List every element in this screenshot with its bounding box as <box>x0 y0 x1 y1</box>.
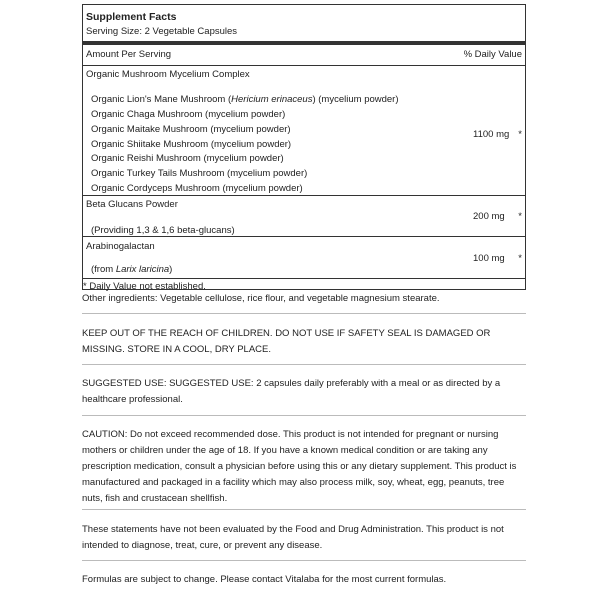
arabino-note-latin: Larix laricina <box>115 264 170 275</box>
serving-size: Serving Size: 2 Vegetable Capsules <box>86 26 238 37</box>
suggested-use: SUGGESTED USE: SUGGESTED USE: 2 capsules daily preferably with a meal or as directed by a healthcare professional. <box>82 378 501 405</box>
beta-glucans-note: (Providing 1,3 & 1,6 beta-glucans) <box>91 225 235 236</box>
fda-disclaimer: These statements have not been evaluated by the Food and Drug Administration. This product is not intended to diagnose, treat, cure, or prevent any disease. <box>82 524 504 551</box>
facts-title: Supplement Facts <box>86 11 177 23</box>
ingredient-cordyceps: Organic Cordyceps Mushroom (mycelium powder) <box>91 183 303 194</box>
beta-glucans-dv: * <box>518 211 522 222</box>
ingredient-maitake: Organic Maitake Mushroom (mycelium powder) <box>91 124 291 135</box>
arabino-note-prefix: (from <box>91 264 116 275</box>
separator <box>82 415 526 416</box>
complex-dv: * <box>518 129 522 140</box>
complex-amount: 1100 mg <box>473 129 510 140</box>
beta-glucans-amount: 200 mg <box>473 211 505 222</box>
separator <box>82 509 526 510</box>
ingredient-chaga: Organic Chaga Mushroom (mycelium powder) <box>91 109 286 120</box>
lions-mane-latin: Hericium erinaceus <box>231 94 313 105</box>
arabinogalactan-name: Arabinogalactan <box>86 241 155 252</box>
safety-warning: KEEP OUT OF THE REACH OF CHILDREN. DO NOT USE IF SAFETY SEAL IS DAMAGED OR MISSING. STORE IN A COOL, DRY PLACE. <box>82 328 491 355</box>
arabinogalactan-note <box>91 264 172 275</box>
divider-thin <box>83 236 525 237</box>
daily-value-footnote: * Daily Value not established. <box>83 281 206 292</box>
other-ingredients: Other ingredients: Vegetable cellulose, rice flour, and vegetable magnesium stearate. <box>82 293 440 304</box>
supplement-facts-panel <box>82 4 526 290</box>
divider-thick <box>83 41 525 45</box>
divider-thin <box>83 65 525 66</box>
daily-value-header: % Daily Value <box>463 49 522 60</box>
arabino-note-suffix: ) <box>169 264 173 275</box>
caution-statement: CAUTION: Do not exceed recommended dose. This product is not intended for pregnant or nursing mothers or children under the age of 18. If you have a known medical condition or are taking any prescription medication, consult a physician before using this or any dietary supplement. This product is manufactured and packaged in a facility which may also process milk, soy, wheat, egg, peanuts, tree nuts, fish and crustacean shellfish. <box>82 429 517 504</box>
separator <box>82 364 526 365</box>
separator <box>82 313 526 314</box>
divider-thin <box>83 195 525 196</box>
amount-per-serving-header: Amount Per Serving <box>86 49 172 60</box>
beta-glucans-name: Beta Glucans Powder <box>86 199 178 210</box>
arabinogalactan-dv: * <box>518 253 522 264</box>
divider-thin <box>83 278 525 279</box>
ingredient-lions-mane <box>91 94 399 105</box>
ingredient-shiitake: Organic Shiitake Mushroom (mycelium powder) <box>91 139 292 150</box>
arabinogalactan-amount: 100 mg <box>473 253 505 264</box>
complex-name: Organic Mushroom Mycelium Complex <box>86 69 250 80</box>
lions-mane-suffix: ) (mycelium powder) <box>312 94 399 105</box>
separator <box>82 560 526 561</box>
lions-mane-prefix: Organic Lion's Mane Mushroom ( <box>91 94 232 105</box>
ingredient-turkey-tails: Organic Turkey Tails Mushroom (mycelium powder) <box>91 168 308 179</box>
ingredient-reishi: Organic Reishi Mushroom (mycelium powder) <box>91 153 284 164</box>
formulas-note: Formulas are subject to change. Please contact Vitalaba for the most current formulas. <box>82 574 447 585</box>
